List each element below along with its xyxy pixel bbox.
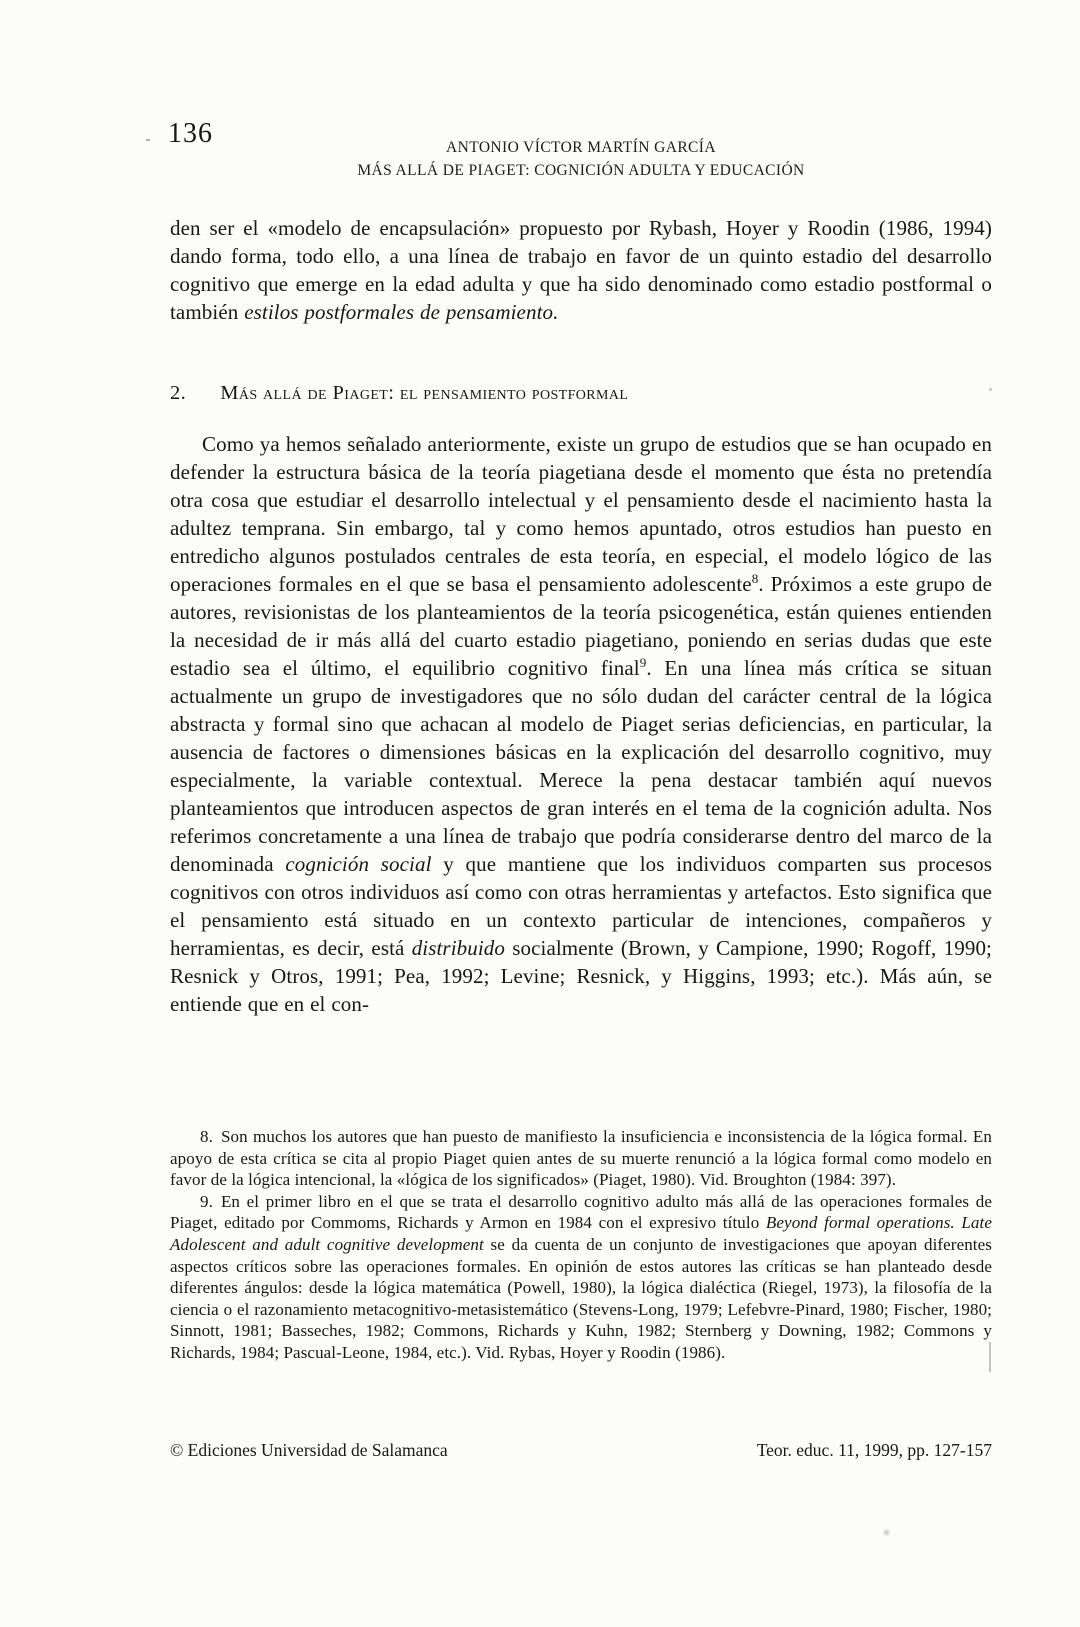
footnote-9 — [170, 1191, 992, 1364]
footnote-text: En el primer libro en el que se trata el desarrollo cognitivo adulto más allá de las operaciones formales de Piaget, editado por Commoms, Richards y Armon en 1984 con el expresivo título — [170, 1191, 992, 1233]
section-heading — [170, 382, 992, 405]
footnote-number: 9. — [200, 1191, 213, 1211]
running-head — [170, 136, 992, 182]
paragraph-italic-phrase: estilos postformales de pensamiento. — [244, 300, 559, 324]
footnote-reference-8: 8 — [751, 571, 759, 586]
paragraph-main — [170, 430, 992, 1018]
footnote-8 — [170, 1126, 992, 1191]
page-footer — [170, 1440, 992, 1461]
journal-citation: Teor. educ. 11, 1999, pp. 127-157 — [756, 1440, 992, 1460]
paragraph-text: y que mantiene que los individuos comparten sus procesos cognitivos con otros individuos así como con otras herramientas y artefactos. Esto significa que el pensamiento está situado en un contexto particular de intenciones, compañeros y herramientas, es decir, está — [170, 852, 992, 960]
footnote-text: se da cuenta de un conjunto de investigaciones que apoyan diferentes aspectos críticos sobre las operaciones formales. En opinión de estos autores las críticas se han planteado desde diferentes ángulos: desde la lógica matemática (Powell, 1980), la lógica dialéctica (Riegel, 1973), la filosofía de la ciencia o el razonamiento metacognitivo-metasistemático (Stevens-Long, 1979; Lefebvre-Pinard, 1980; Fischer, 1980; Sinnott, 1981; Basseches, 1982; Commons, Richards y Kuhn, 1982; Sternberg y Downing, 1982; Commons y Richards, 1984; Pascual-Leone, 1984, etc.). Vid. Rybas, Hoyer y Roodin (1986). — [170, 1234, 992, 1362]
page-number: 136 — [168, 118, 213, 149]
paragraph-text: socialmente (Brown, y Campione, 1990; Rogoff, 1990; Resnick y Otros, 1991; Pea, 1992; Levine; Resnick, y Higgins, 1993; etc.). Más aún, se entiende que en el con- — [170, 936, 992, 1016]
footnotes-section — [170, 1126, 992, 1364]
scan-artifact — [146, 139, 150, 141]
copyright-notice: © Ediciones Universidad de Salamanca — [170, 1440, 448, 1460]
section-title: Más allá de Piaget: el pensamiento postformal — [220, 382, 629, 404]
paragraph-text: . Próximos a este grupo de autores, revisionistas de los planteamientos de la teoría psicogenética, están quienes entienden la necesidad de ir más allá del cuarto estadio piagetiano, poniendo en serias dudas que este estadio sea el último, el equilibrio cognitivo final — [170, 572, 992, 680]
paragraph-italic-phrase: cognición social — [285, 852, 432, 876]
paragraph-continuation — [170, 214, 992, 326]
section-number: 2. — [170, 382, 187, 404]
running-head-title: MÁS ALLÁ DE PIAGET: COGNICIÓN ADULTA Y EDUCACIÓN — [357, 162, 805, 179]
paragraph-italic-phrase: distribuido — [411, 936, 505, 960]
running-head-author: ANTONIO VÍCTOR MARTÍN GARCÍA — [446, 139, 716, 156]
footnote-reference-9: 9 — [639, 655, 647, 670]
paragraph-text: . En una línea más crítica se situan actualmente un grupo de investigadores que no sólo dudan del carácter central de la lógica abstracta y formal sino que achacan al modelo de Piaget serias deficiencias, en particular, la ausencia de factores o dimensiones básicas en la explicación del desarrollo cognitivo, muy especialmente, la variable contextual. Merece la pena destacar también aquí nuevos planteamientos que introducen aspectos de gran interés en el tema de la cognición adulta. Nos referimos concretamente a una línea de trabajo que podría considerarse dentro del marco de la denominada — [170, 656, 992, 876]
footnote-number: 8. — [200, 1127, 213, 1146]
paragraph-text: Como ya hemos señalado anteriormente, existe un grupo de estudios que se han ocupado en defender la estructura básica de la teoría piagetiana desde el momento que ésta no pretendía otra cosa que estudiar el desarrollo intelectual y el pensamiento desde el nacimiento hasta la adultez temprana. Sin embargo, tal y como hemos apuntado, otros estudios han puesto en entredicho algunos postulados centrales de esta teoría, en especial, el modelo lógico de las operaciones formales en el que se basa el pensamiento adolescente — [170, 432, 992, 596]
footnote-italic-title: Beyond formal operations. Late Adolescent and adult cognitive development — [170, 1213, 993, 1254]
scan-artifact — [882, 1528, 891, 1537]
footnote-text: Son muchos los autores que han puesto de manifiesto la insuficiencia e inconsistencia de la lógica formal. En apoyo de esta crítica se cita al propio Piaget quien antes de su muerte renunció a la lógica formal como modelo en favor de la lógica intencional, la «lógica de los significados» (Piaget, 1980). Vid. Broughton (1984: 397). — [170, 1127, 992, 1190]
paragraph-text: den ser el «modelo de encapsulación» propuesto por Rybash, Hoyer y Roodin (1986, 1994) dando forma, todo ello, a una línea de trabajo en favor de un quinto estadio del desarrollo cognitivo que emerge en la edad adulta y que ha sido denominado como estadio postformal o también — [170, 216, 992, 324]
